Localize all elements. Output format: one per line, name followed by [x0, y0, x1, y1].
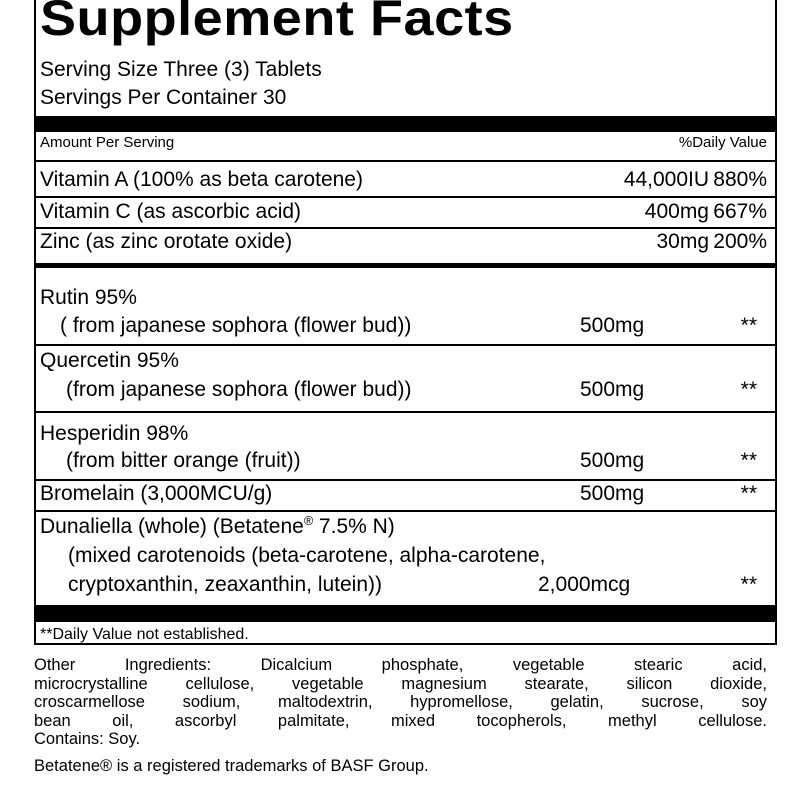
daily-value-header: %Daily Value [678, 134, 767, 151]
ingredient-row [40, 513, 771, 603]
other-ingredients-line: croscarmellose sodium, maltodextrin, hypromellose, gelatin, sucrose, soy [34, 693, 767, 711]
ingredient-name: Dunaliella (whole) (Betatene® 7.5% N) [40, 514, 395, 538]
other-ingredients-line: Other Ingredients: Dicalcium phosphate, vegetable stearic acid, [34, 656, 767, 674]
nutrient-row [40, 228, 767, 256]
mid-thick-divider [36, 263, 775, 268]
ingredient-row [40, 347, 771, 407]
nutrient-name: Vitamin A (100% as beta carotene) [40, 168, 363, 191]
ingredient-source: (from japanese sophora (flower bud)) [66, 378, 412, 401]
ingredient-source-line1: (mixed carotenoids (beta-carotene, alpha-carotene, [68, 544, 546, 567]
other-ingredients-line: microcrystalline cellulose, vegetable magnesium stearate, silicon dioxide, [34, 674, 767, 693]
row-divider [36, 510, 775, 512]
amount-per-serving-header: Amount Per Serving [40, 134, 175, 151]
nutrient-amount: 44,000IU [623, 168, 709, 191]
nutrient-row [40, 166, 767, 194]
nutrient-name: Zinc (as zinc orotate oxide) [40, 230, 293, 253]
nutrient-amount: 30mg [656, 230, 709, 253]
ingredient-dv: ** [740, 378, 757, 401]
ingredient-source: (from bitter orange (fruit)) [66, 449, 301, 472]
ingredient-source: ( from japanese sophora (flower bud)) [60, 314, 412, 337]
nutrient-dv: 667% [713, 200, 767, 223]
supplement-facts-panel [34, 0, 777, 645]
ingredient-dv: ** [740, 482, 757, 505]
ingredient-name: Bromelain (3,000MCU/g) [40, 482, 273, 505]
nutrient-amount: 400mg [644, 200, 709, 223]
serving-size: Serving Size Three (3) Tablets [40, 58, 322, 81]
ingredient-name: Quercetin 95% [40, 349, 179, 372]
ingredient-dv: ** [740, 449, 757, 472]
ingredient-name: Hesperidin 98% [40, 422, 189, 445]
ingredient-amount: 500mg [580, 314, 645, 337]
row-divider [36, 344, 775, 346]
row-divider [36, 411, 775, 413]
ingredient-amount: 500mg [580, 378, 645, 401]
ingredient-dv: ** [740, 573, 757, 596]
nutrient-name: Vitamin C (as ascorbic acid) [40, 200, 302, 223]
nutrient-dv: 200% [713, 230, 767, 253]
header-divider [36, 160, 775, 162]
nutrient-row [40, 198, 767, 226]
trademark-note: Betatene® is a registered trademarks of BASF Group. [34, 757, 429, 775]
daily-value-footnote: **Daily Value not established. [40, 626, 249, 643]
other-ingredients-line: bean oil, ascorbyl palmitate, mixed tocopherols, methyl cellulose. [34, 711, 767, 730]
other-ingredients [34, 656, 767, 749]
ingredient-source-line2: cryptoxanthin, zeaxanthin, lutein)) [68, 573, 383, 596]
ingredient-amount: 500mg [580, 449, 645, 472]
bottom-thick-divider [36, 605, 775, 622]
ingredient-row [40, 284, 771, 344]
ingredient-dv: ** [740, 314, 757, 337]
panel-title: Supplement Facts [40, 0, 514, 46]
ingredient-row [40, 480, 771, 510]
servings-per-container: Servings Per Container 30 [40, 86, 287, 109]
ingredient-amount: 500mg [580, 482, 645, 505]
ingredient-amount: 2,000mcg [538, 573, 631, 596]
nutrient-dv: 880% [713, 168, 767, 191]
contains-allergen: Contains: Soy. [34, 730, 141, 748]
ingredient-name: Rutin 95% [40, 286, 137, 309]
top-thick-divider [36, 116, 775, 132]
ingredient-row [40, 420, 771, 480]
